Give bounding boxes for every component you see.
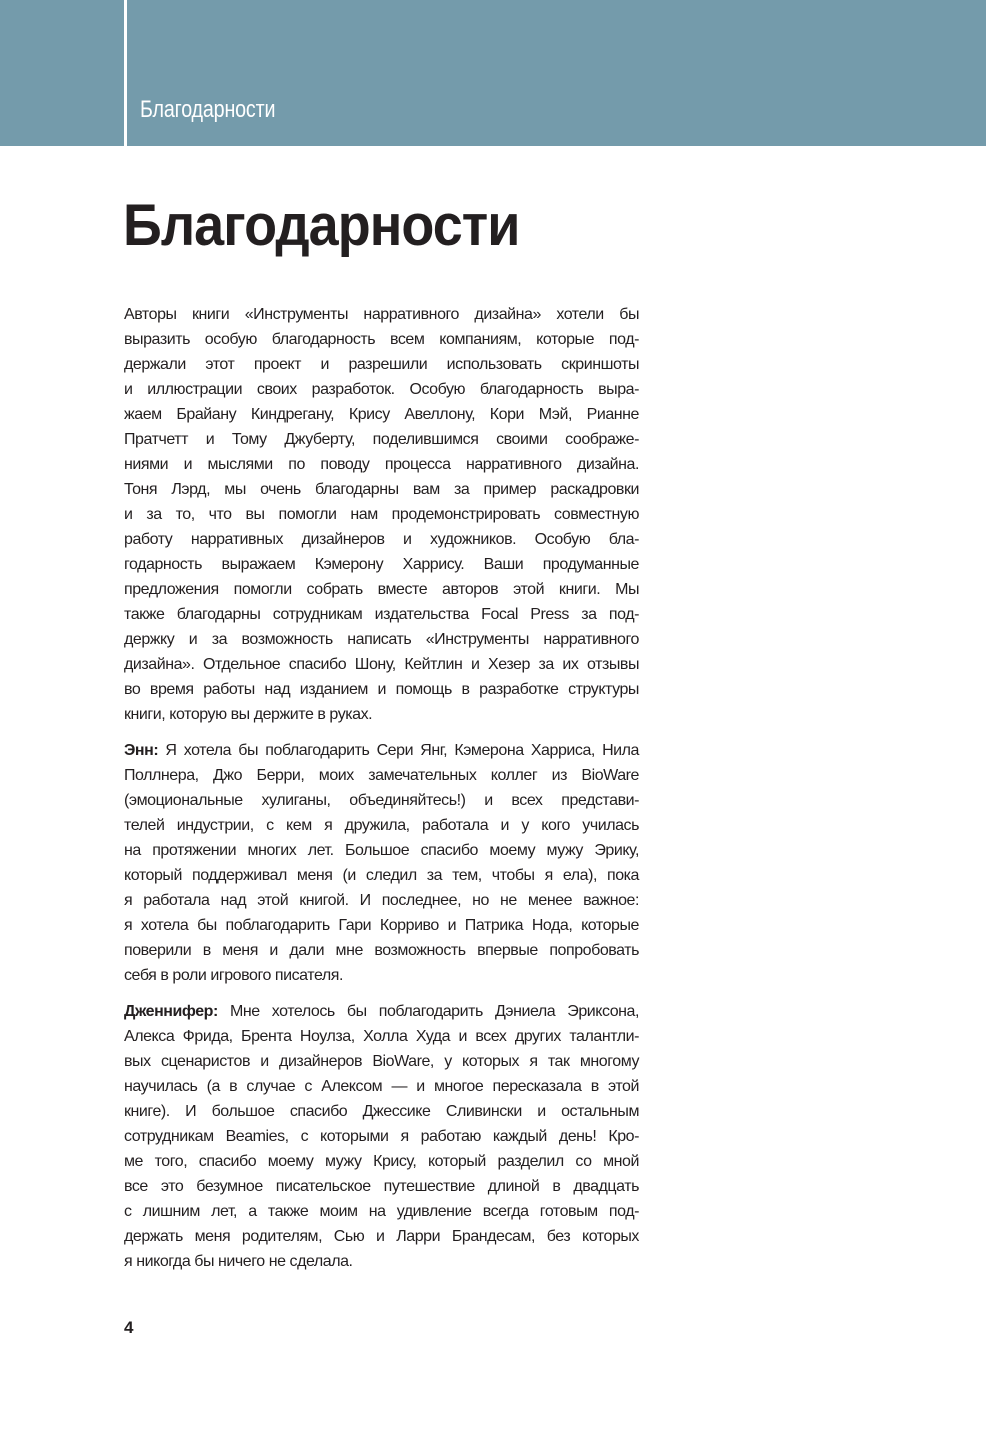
text-line [124,302,639,327]
line-text: телей индустрии, с кем я дружила, работала и у кого училась [124,817,639,834]
line-text: книге). И большое спасибо Джессике Сливински и остальным [124,1103,639,1120]
line-text: работу нарративных дизайнеров и художников. Особую бла- [124,531,639,548]
line-text: книги, которую вы держите в руках. [124,706,373,723]
text-line [124,477,639,502]
text-line [124,963,639,988]
text-line [124,1124,639,1149]
text-line [124,738,639,763]
line-text: выразить особую благодарность всем компаниям, которые под- [124,331,639,348]
line-text: я работала над этой книгой. И последнее, но не менее важное: [124,892,639,909]
text-line [124,1149,639,1174]
page-title: Благодарности [123,193,520,258]
line-text: держку и за возможность написать «Инструменты нарративного [124,631,639,648]
text-line [124,552,639,577]
text-line [124,602,639,627]
body-text [124,302,639,1285]
text-line [124,1249,639,1274]
text-line [124,913,639,938]
line-text: Пратчетт и Тому Джуберту, поделившимся своими соображе- [124,431,639,448]
line-text: на протяжении многих лет. Большое спасибо моему мужу Эрику, [124,842,639,859]
running-title: Благодарности [140,96,276,123]
line-text: все это безумное писательское путешествие длиной в двадцать [124,1178,639,1195]
line-text: держать меня родителям, Сью и Ларри Брандесам, без которых [124,1228,639,1245]
line-text: (эмоциональные хулиганы, объединяйтесь!) и всех представи- [124,792,639,809]
text-line [124,763,639,788]
paragraph [124,302,639,727]
line-text: я никогда бы ничего не сделала. [124,1253,353,1270]
line-text: также благодарны сотрудникам издательства Focal Press за под- [124,606,639,623]
speaker-lead: Энн: [124,742,159,759]
line-text: предложения помогли собрать вместе авторов этой книги. Мы [124,581,639,598]
line-text: ниями и мыслями по поводу процесса нарративного дизайна. [124,456,639,473]
paragraph [124,738,639,988]
text-line [124,702,639,727]
text-line [124,577,639,602]
text-line [124,938,639,963]
text-line [124,1024,639,1049]
text-line [124,888,639,913]
text-line [124,377,639,402]
text-line [124,999,639,1024]
line-text: с лишним лет, а также моим на удивление всегда готовым под- [124,1203,639,1220]
header-divider [124,0,127,146]
text-line [124,502,639,527]
text-line [124,427,639,452]
line-text: сотрудникам Beamies, с которыми я работаю каждый день! Кро- [124,1128,639,1145]
text-line [124,1099,639,1124]
text-line [124,1224,639,1249]
text-line [124,1174,639,1199]
text-line [124,1074,639,1099]
header-band [0,0,986,146]
text-line [124,627,639,652]
text-line [124,813,639,838]
line-text: и иллюстрации своих разработок. Особую благодарность выра- [124,381,639,398]
text-line [124,788,639,813]
line-text: Я хотела бы поблагодарить Сери Янг, Кэмерона Харриса, Нила [158,742,639,759]
line-text: научилась (а в случае с Алексом — и многое пересказала в этой [124,1078,639,1095]
text-line [124,402,639,427]
line-text: поверили в меня и дали мне возможность впервые попробовать [124,942,639,959]
text-line [124,863,639,888]
line-text: Алекса Фрида, Брента Ноулза, Холла Худа и всех других талантли- [124,1028,639,1045]
line-text: Поллнера, Джо Берри, моих замечательных коллег из BioWare [124,767,639,784]
line-text: держали этот проект и разрешили использовать скриншоты [124,356,639,373]
line-text: вых сценаристов и дизайнеров BioWare, у которых я так многому [124,1053,639,1070]
line-text: жаем Брайану Киндрегану, Крису Авеллону, Кори Мэй, Рианне [124,406,639,423]
text-line [124,1199,639,1224]
text-line [124,677,639,702]
text-line [124,452,639,477]
line-text: Тоня Лэрд, мы очень благодарны вам за пример раскадровки [124,481,639,498]
text-line [124,352,639,377]
line-text: и за то, что вы помогли нам продемонстрировать совместную [124,506,639,523]
text-line [124,838,639,863]
text-line [124,327,639,352]
line-text: дизайна». Отдельное спасибо Шону, Кейтлин и Хезер за их отзывы [124,656,639,673]
line-text: во время работы над изданием и помощь в разработке структуры [124,681,639,698]
line-text: Авторы книги «Инструменты нарративного дизайна» хотели бы [124,306,639,323]
line-text: ме того, спасибо моему мужу Крису, который разделил со мной [124,1153,639,1170]
text-line [124,527,639,552]
line-text: который поддерживал меня (и следил за тем, чтобы я ела), пока [124,867,639,884]
line-text: себя в роли игрового писателя. [124,967,343,984]
text-line [124,652,639,677]
page-number: 4 [124,1318,134,1337]
paragraph [124,999,639,1274]
text-line [124,1049,639,1074]
speaker-lead: Дженнифер: [124,1003,218,1020]
line-text: я хотела бы поблагодарить Гари Корриво и Патрика Нода, которые [124,917,639,934]
line-text: Мне хотелось бы поблагодарить Дэниела Эриксона, [217,1003,639,1020]
line-text: годарность выражаем Кэмерону Харрису. Ваши продуманные [124,556,639,573]
